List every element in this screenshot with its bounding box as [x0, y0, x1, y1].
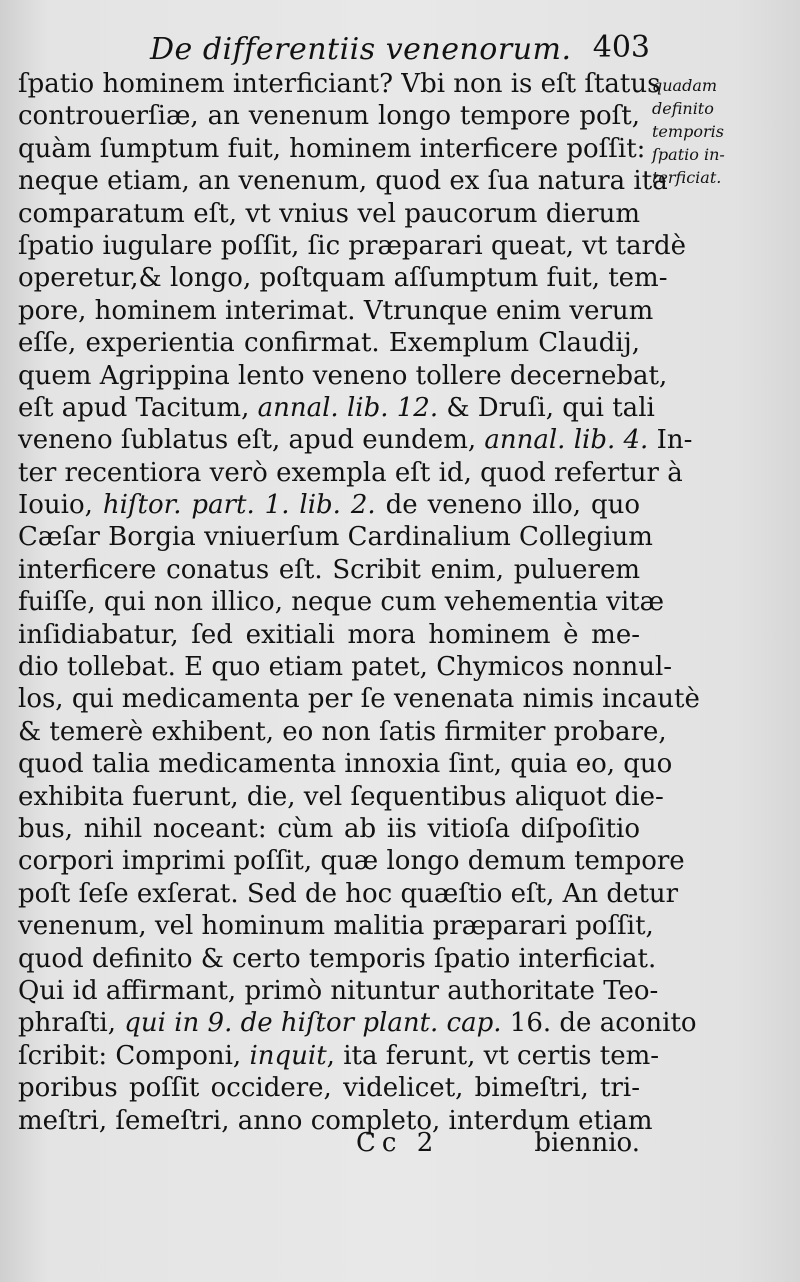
marginal-note — [652, 74, 792, 189]
text-line: neque etiam, an venenum, quod ex ſua natura ita — [18, 166, 668, 197]
text-line: fuiſſe, qui non illico, neque cum vehementia vitæ — [18, 587, 665, 618]
text-line: quod definito & certo temporis ſpatio interficiat. — [18, 943, 657, 974]
text-line: Iouio, hiſtor. part. 1. lib. 2. de veneno illo, quo — [18, 490, 640, 521]
text-line: los, qui medicamenta per ſe venenata nimis incautè — [18, 684, 700, 715]
text-line: quàm ſumptum fuit, hominem interficere poſſit: — [18, 133, 646, 164]
page-footer — [340, 1128, 640, 1168]
text-line: bus, nihil noceant: cùm ab iis vitioſa diſpoſitio — [18, 813, 640, 844]
marginal-note-line: quadam — [652, 76, 718, 95]
text-line: interficere conatus eſt. Scribit enim, puluerem — [18, 554, 640, 585]
text-line: comparatum eſt, vt vnius vel paucorum dierum — [18, 198, 640, 229]
text-line: ter recentiora verò exempla eſt id, quod refertur à — [18, 457, 683, 488]
text-line: venenum, vel hominum malitia præparari poſſit, — [18, 911, 654, 942]
marginal-note-line: definito — [652, 99, 714, 118]
running-title: De differentiis venenorum. — [150, 32, 572, 67]
text-line: quod talia medicamenta innoxia ſint, quia eo, quo — [18, 749, 673, 780]
text-line: Qui id affirmant, primò nituntur authoritate Teo- — [18, 975, 659, 1006]
text-line: controuerſiæ, an venenum longo tempore poſt, — [18, 101, 640, 132]
page-number: 403 — [592, 30, 650, 65]
text-line: ſcribit: Componi, inquit, ita ferunt, vt certis tem- — [18, 1040, 660, 1071]
text-line: ſpatio hominem interficiant? Vbi non is eſt ſtatus — [18, 69, 661, 99]
text-line: pore, hominem interimat. Vtrunque enim verum — [18, 295, 654, 326]
marginal-note-line: temporis — [652, 122, 724, 141]
text-line: Cæſar Borgia vniuerſum Cardinalium Collegium — [18, 522, 653, 553]
text-line: veneno ſublatus eſt, apud eundem, annal. lib. 4. In- — [18, 425, 693, 456]
marginal-note-line: ſpatio in- — [652, 145, 725, 164]
text-line: inſidiabatur, ſed exitiali mora hominem è me- — [18, 619, 640, 650]
signature-mark: Cc 2 — [356, 1128, 440, 1158]
text-line: phraſti, qui in 9. de hiſtor plant. cap. 16. de aconito — [18, 1008, 697, 1039]
text-line: ſpatio iugulare poſſit, ſic præparari queat, vt tardè — [18, 230, 687, 261]
text-line: meſtri, ſemeſtri, anno completo, interdum etiam — [18, 1105, 653, 1136]
text-line: eſſe, experientia confirmat. Exemplum Claudij, — [18, 328, 640, 359]
text-line: eſt apud Tacitum, annal. lib. 12. & Druſi, qui tali — [18, 392, 655, 423]
text-line: exhibita fuerunt, die, vel ſequentibus aliquot die- — [18, 781, 664, 812]
page-header — [150, 28, 650, 68]
text-line: dio tollebat. E quo etiam patet, Chymicos nonnul- — [18, 652, 673, 683]
text-line: operetur,& longo, poſtquam aſſumptum fuit, tem- — [18, 263, 668, 294]
text-line: & temerè exhibent, eo non ſatis firmiter probare, — [18, 716, 667, 747]
text-line: poribus poſſit occidere, videlicet, bimeſtri, tri- — [18, 1073, 640, 1104]
marginal-note-line: terficiat. — [652, 168, 722, 187]
text-line: poſt ſeſe exſerat. Sed de hoc quæſtio eſt, An detur — [18, 878, 679, 909]
catchword: biennio. — [534, 1128, 640, 1158]
text-line: corpori imprimi poſſit, quæ longo demum tempore — [18, 846, 685, 877]
text-line: quem Agrippina lento veneno tollere decernebat, — [18, 360, 668, 391]
